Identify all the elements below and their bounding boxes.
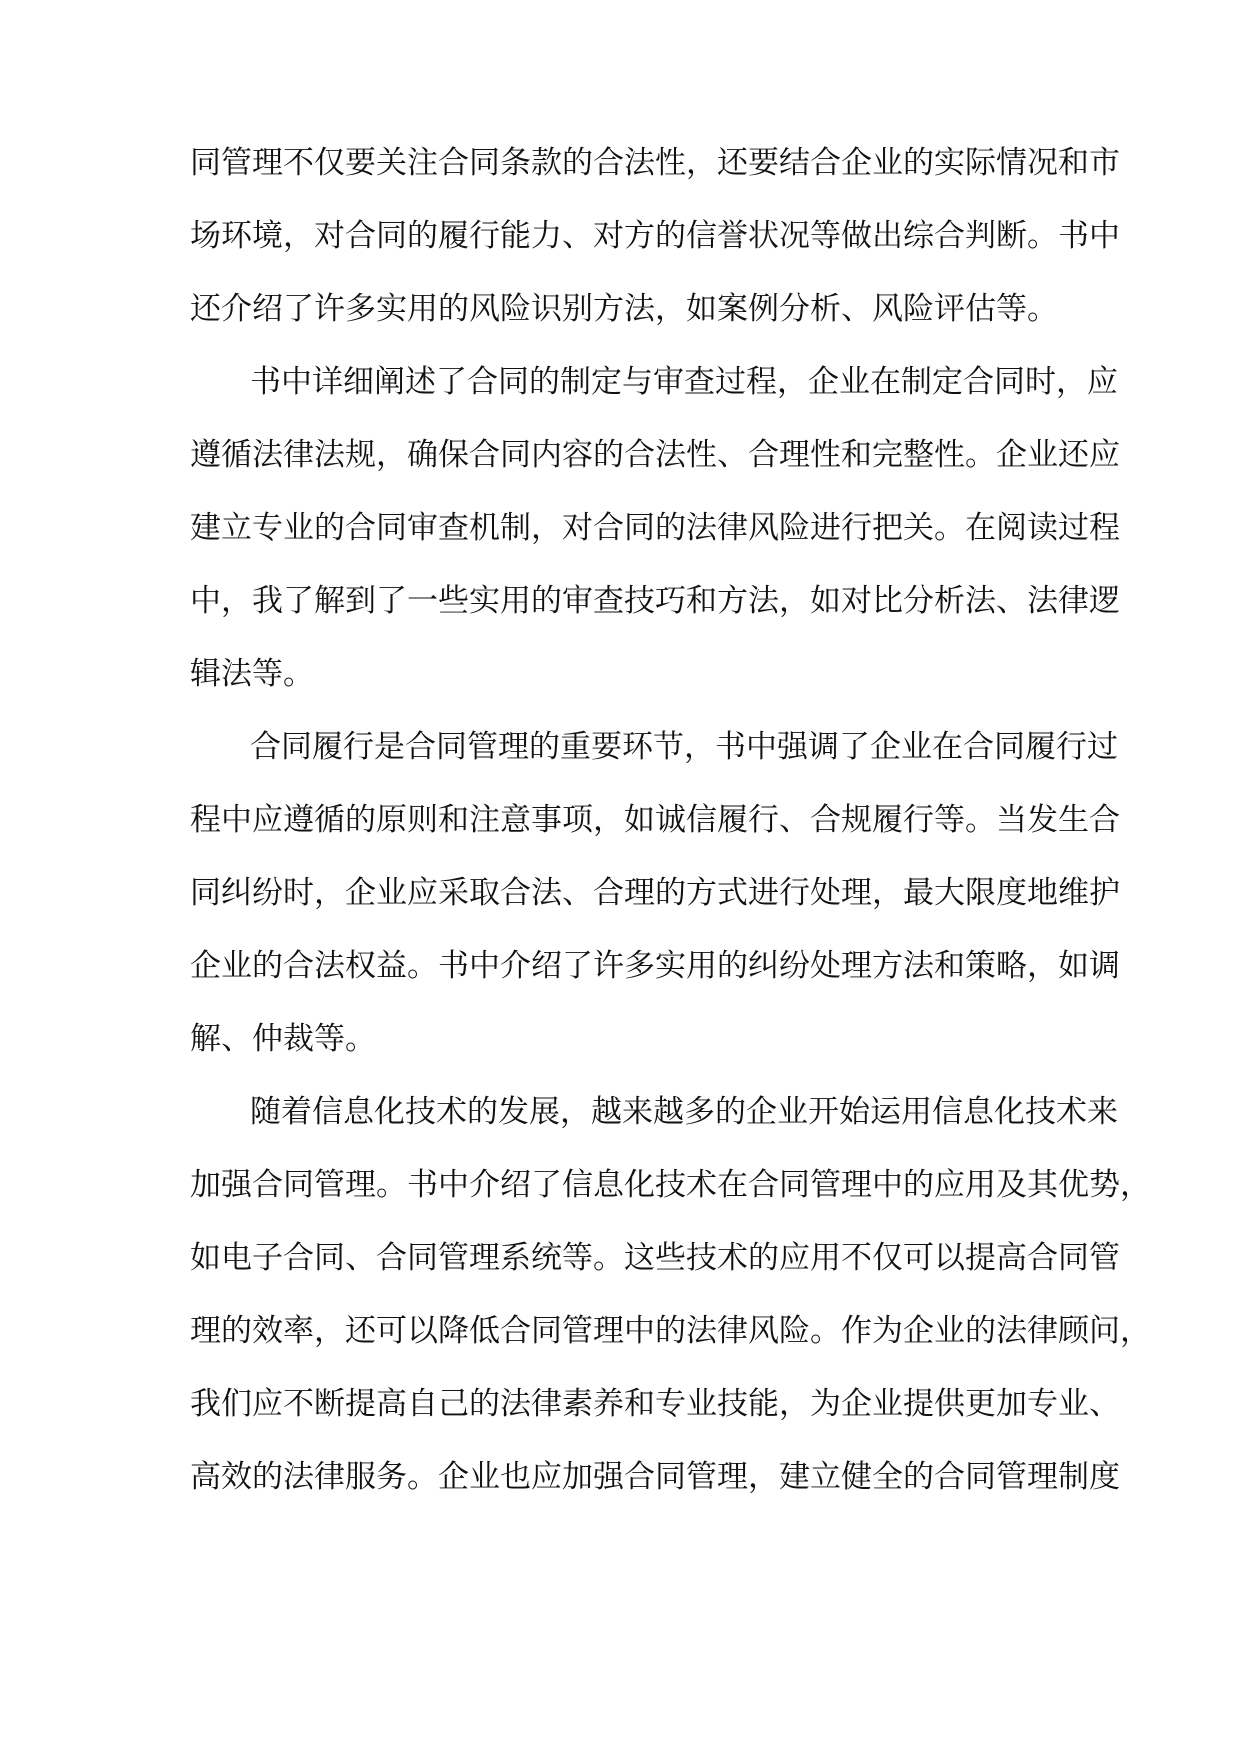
- paragraph-first-line: 书中详细阐述了合同的制定与审查过程，企业在制定合同时，应: [250, 364, 1118, 400]
- text-line: 高效的法律服务。企业也应加强合同管理，建立健全的合同管理制度: [190, 1459, 1120, 1495]
- text-line: 如电子合同、合同管理系统等。这些技术的应用不仅可以提高合同管: [190, 1240, 1120, 1276]
- text-line: 解、仲裁等。: [190, 1021, 376, 1057]
- text-line: 企业的合法权益。书中介绍了许多实用的纠纷处理方法和策略，如调: [190, 948, 1120, 984]
- text-line: 加强合同管理。书中介绍了信息化技术在合同管理中的应用及其优势，: [190, 1167, 1151, 1203]
- text-line: 遵循法律法规，确保合同内容的合法性、合理性和完整性。企业还应: [190, 437, 1120, 473]
- text-line: 辑法等。: [190, 656, 314, 692]
- text-line: 同纠纷时，企业应采取合法、合理的方式进行处理，最大限度地维护: [190, 875, 1120, 911]
- text-line: 还介绍了许多实用的风险识别方法，如案例分析、风险评估等。: [190, 291, 1058, 327]
- text-line: 同管理不仅要关注合同条款的合法性，还要结合企业的实际情况和市: [190, 145, 1120, 181]
- paragraph-first-line: 合同履行是合同管理的重要环节，书中强调了企业在合同履行过: [250, 729, 1118, 765]
- text-line: 程中应遵循的原则和注意事项，如诚信履行、合规履行等。当发生合: [190, 802, 1120, 838]
- text-line: 理的效率，还可以降低合同管理中的法律风险。作为企业的法律顾问，: [190, 1313, 1151, 1349]
- document-body: [190, 145, 1151, 1496]
- text-line: 建立专业的合同审查机制，对合同的法律风险进行把关。在阅读过程: [190, 510, 1120, 546]
- text-line: 中，我了解到了一些实用的审查技巧和方法，如对比分析法、法律逻: [190, 583, 1120, 619]
- text-line: 我们应不断提高自己的法律素养和专业技能，为企业提供更加专业、: [190, 1386, 1120, 1422]
- paragraph-first-line: 随着信息化技术的发展，越来越多的企业开始运用信息化技术来: [250, 1094, 1118, 1130]
- text-line: 场环境，对合同的履行能力、对方的信誉状况等做出综合判断。书中: [190, 218, 1120, 254]
